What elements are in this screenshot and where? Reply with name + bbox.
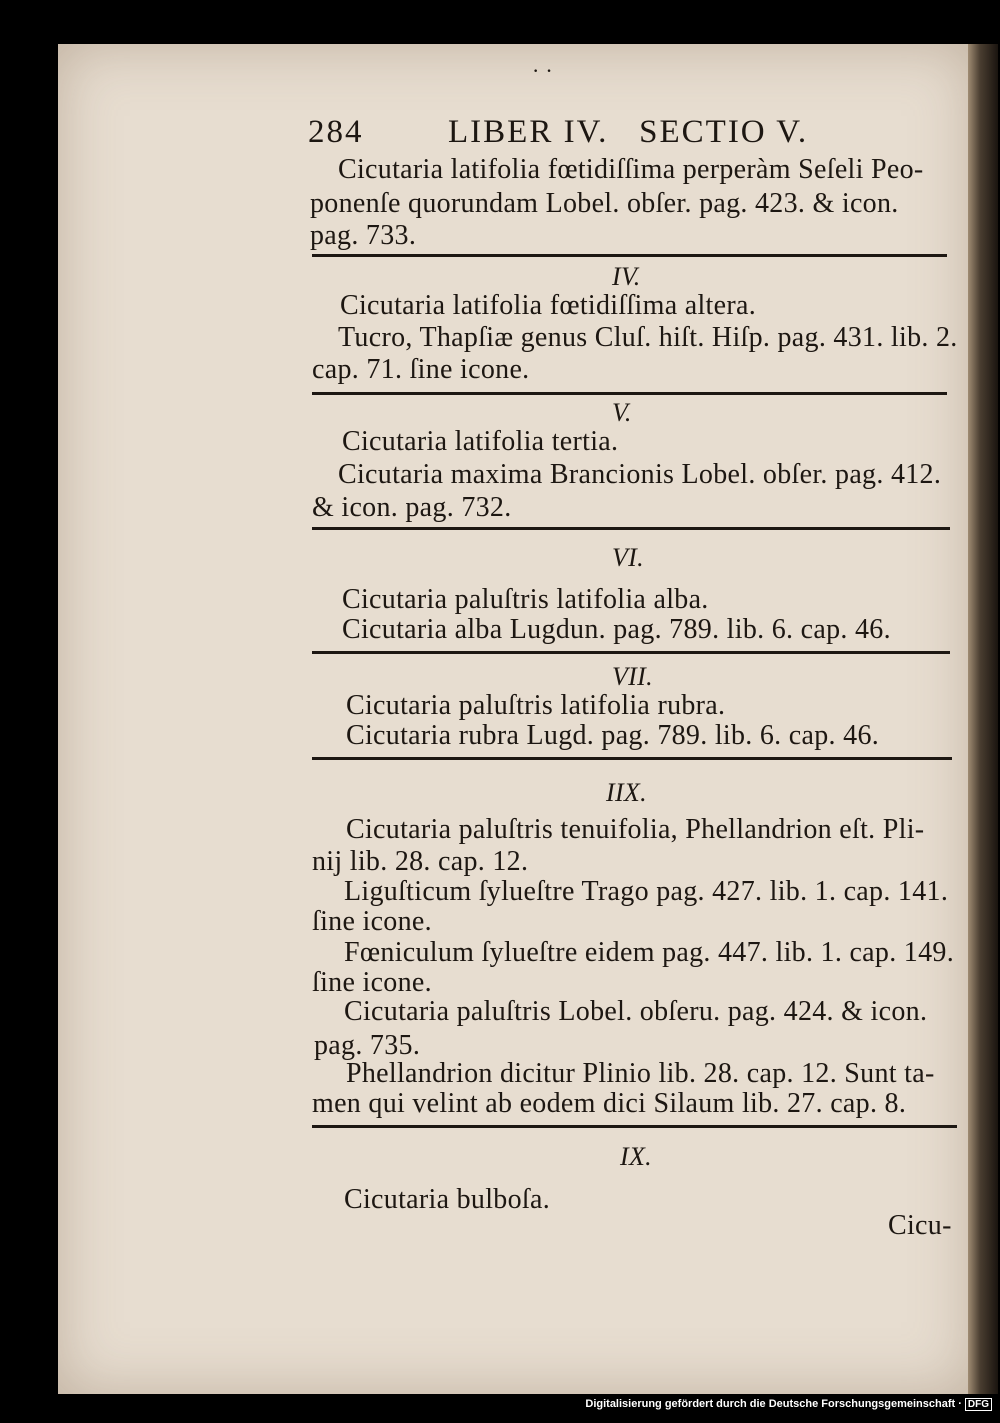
- section-numeral: IV.: [612, 262, 641, 291]
- section-numeral: VII.: [612, 662, 653, 691]
- text-line: pag. 735.: [314, 1030, 421, 1061]
- section-numeral: V.: [612, 398, 632, 427]
- section-rule: [312, 757, 952, 760]
- text-line: Cicutaria maxima Brancionis Lobel. obſer. pag. 412.: [338, 459, 942, 490]
- section-rule: [312, 1125, 957, 1128]
- dfg-logo: DFG: [965, 1398, 992, 1411]
- section-numeral: IX.: [620, 1142, 652, 1171]
- text-line: Tucro, Thapſiæ genus Cluſ. hiſt. Hiſp. pag. 431. lib. 2.: [338, 322, 958, 353]
- section-rule: [312, 651, 950, 654]
- text-line: ſine icone.: [312, 967, 432, 998]
- text-line: ponenſe quorundam Lobel. obſer. pag. 423. & icon.: [310, 188, 899, 219]
- section-rule: [312, 392, 947, 395]
- section-numeral: VI.: [612, 543, 644, 572]
- section-numeral: IIX.: [606, 778, 647, 807]
- page-edge: [968, 44, 998, 1394]
- text-line: pag. 733.: [310, 220, 417, 251]
- text-line: Cicutaria paluſtris Lobel. obſeru. pag. 424. & icon.: [344, 996, 928, 1027]
- text-line: Cicutaria latifolia tertia.: [342, 426, 619, 457]
- text-line: Cicutaria latifolia fœtidiſſima perperàm Seſeli Peo-: [338, 154, 924, 185]
- text-line: & icon. pag. 732.: [312, 492, 512, 523]
- text-line: men qui velint ab eodem dici Silaum lib. 27. cap. 8.: [312, 1088, 907, 1119]
- catchword: Cicu-: [888, 1210, 952, 1241]
- section-rule: [312, 254, 947, 257]
- footer-text: Digitalisierung gefördert durch die Deutsche Forschungsgemeinschaft ·: [585, 1398, 962, 1410]
- text-line: Liguſticum ſylueſtre Trago pag. 427. lib. 1. cap. 141.: [344, 876, 949, 907]
- text-line: Cicutaria alba Lugdun. pag. 789. lib. 6. cap. 46.: [342, 614, 891, 645]
- text-line: nij lib. 28. cap. 12.: [312, 846, 529, 877]
- text-line: Cicutaria rubra Lugd. pag. 789. lib. 6. cap. 46.: [346, 720, 880, 751]
- top-dots: · ·: [532, 58, 554, 83]
- text-line: ſine icone.: [312, 906, 432, 937]
- page-number: 284: [308, 114, 364, 150]
- text-line: Cicutaria paluſtris latifolia alba.: [342, 584, 709, 615]
- section-rule: [312, 527, 950, 530]
- running-title: LIBER IV. SECTIO V.: [448, 114, 809, 150]
- text-line: Fœniculum ſylueſtre eidem pag. 447. lib. 1. cap. 149.: [344, 937, 955, 968]
- text-line: Phellandrion dicitur Plinio lib. 28. cap. 12. Sunt ta-: [346, 1058, 935, 1089]
- footer-credit: [585, 1398, 992, 1411]
- text-line: Cicutaria latifolia fœtidiſſima altera.: [340, 290, 756, 321]
- text-line: Cicutaria bulboſa.: [344, 1184, 551, 1215]
- text-line: cap. 71. ſine icone.: [312, 354, 530, 385]
- text-line: Cicutaria paluſtris latifolia rubra.: [346, 690, 726, 721]
- text-line: Cicutaria paluſtris tenuifolia, Phellandrion eſt. Pli-: [346, 814, 925, 845]
